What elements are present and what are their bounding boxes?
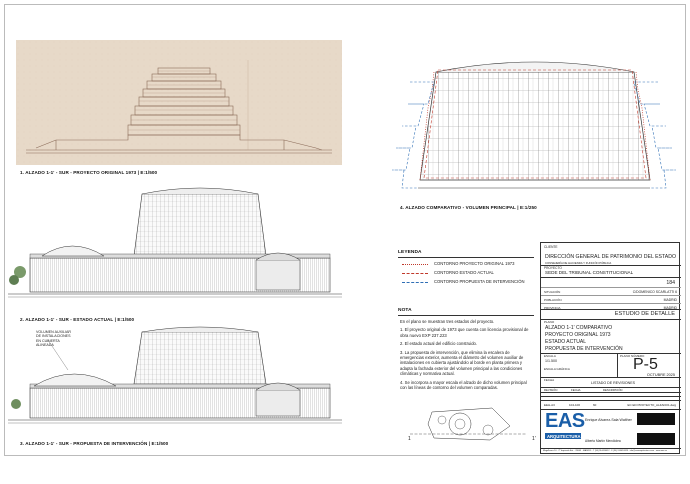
escala-value: 1/1.500 (545, 359, 557, 363)
drawing-2-caption: 2. ALZADO 1-1' - SUR - ESTADO ACTUAL | E:1/500 (20, 317, 135, 322)
drawing-original-1973 (16, 40, 342, 165)
tb-divider (541, 353, 681, 354)
tb-vdivider (617, 353, 618, 377)
legend-label: CONTORNO ESTADO ACTUAL (434, 270, 494, 275)
project-number: 184 (666, 280, 675, 286)
project-name: SEDE DEL TRIBUNAL CONSTITUCIONAL (545, 270, 634, 275)
code: EC ED PROYECTO_ALZADO1.dwg (627, 403, 676, 407)
nota-item: 1. El proyecto original de 1973 que cuenta con licencia provisional de obra nuevo EXP 237.223 (400, 327, 529, 338)
tb-divider (541, 265, 681, 266)
row-label: PROVINCIA (544, 305, 561, 310)
client-sub: CONSEJERÍA DE HACIENDA Y FUNCIÓN PÚBLICA (545, 261, 612, 265)
plano-line: ALZADO 1-1' COMPARATIVO (545, 325, 613, 331)
architect-name: Enrique Alvarez-Sala Walther (585, 418, 632, 422)
fecha-label: FECHA (544, 378, 555, 382)
tb-divider (541, 448, 681, 449)
plano-line: ESTADO ACTUAL (545, 339, 587, 345)
escala-grafica-label: ESCALA GRÁFICA (544, 367, 570, 371)
nota-body (400, 319, 530, 393)
row-value: MADRID (663, 297, 677, 302)
rev-header: DESCRIPCIÓN (603, 388, 623, 392)
legend-label: CONTORNO PROYECTO ORIGINAL 1973 (434, 261, 515, 266)
drawing-1-caption: 1. ALZADO 1-1' - SUR - PROYECTO ORIGINAL 1973 | E:1/500 (20, 170, 158, 175)
footer-address: Magallanes 10 · 2º Izquierda Ext. · 28003 · MADRID · T (34) 914410012 · F (34) 914410328 · info@easarquitectura.com · www.eas.es (543, 450, 667, 452)
nota-item: 3. La propuesta de intervención, que elimina la escalera de emergencias exterior, aumenta el diámetro del volumen auxiliar de instalaciones en cubierta ajustándolo al borde en planta primera y adapta la fachada exterior del volumen principal a las condiciones climáticas y normativa actual. (400, 349, 524, 377)
drawing-comparativo (388, 42, 680, 202)
phase: ESTUDIO DE DETALLE (614, 311, 675, 317)
sheet-date: OCTUBRE 2025 (646, 373, 675, 377)
drawing-4-caption: 4. ALZADO COMPARATIVO - VOLUMEN PRINCIPAL | E:1/250 (400, 205, 537, 210)
legend-swatch-actual (402, 273, 428, 274)
nota-title: NOTA (398, 308, 412, 313)
architect-name-2: Alberto Martín Mendiolea (585, 439, 621, 443)
row-value: MADRID (663, 305, 677, 310)
legend-label: CONTORNO PROPUESTA DE INTERVENCIÓN (434, 279, 525, 284)
plan-mark-right: 1' (532, 436, 536, 442)
legend-list (402, 260, 534, 287)
row-label: SITUACIÓN (544, 289, 561, 294)
location-rows (541, 287, 681, 311)
tb-divider (541, 309, 681, 310)
plano-line: PROYECTO ORIGINAL 1973 (545, 332, 611, 338)
rev-header: REVISIÓN (544, 388, 558, 392)
legend-title: LEYENDA (398, 250, 422, 255)
tb-divider (541, 377, 681, 378)
rev-header: FECHA (571, 388, 581, 392)
code: 104-100 (569, 403, 581, 407)
legend-swatch-original (402, 264, 428, 265)
plano-label: PLANO (544, 320, 555, 324)
site-plan-thumbnail (404, 404, 532, 444)
redaction-block (637, 433, 675, 445)
tb-divider (541, 277, 681, 278)
client-name: DIRECCIÓN GENERAL DE PATRIMONIO DEL ESTADO (545, 254, 677, 260)
legend-item (402, 260, 534, 269)
plano-line: PROPUESTA DE INTERVENCIÓN (545, 346, 623, 352)
row-label: POBLACIÓN (544, 297, 562, 302)
code: EEH-A3 (544, 403, 555, 407)
nota-item: 2. El estado actual del edificio construido. (400, 341, 478, 347)
nota-item: 4. Se incorpora a mayor escala el alzado de dicho volumen principal con las líneas de contorno del volumen comparadas. (400, 379, 527, 391)
eas-logo-sub: ARQUITECTURA (547, 433, 581, 439)
plano-numero-label: PLANO NÚMERO (620, 354, 645, 358)
row-value: C/DOMENICO SCARLATTI 6 (632, 289, 677, 294)
project-label: PROYECTO (544, 266, 562, 270)
client-label: CLIENTE (544, 245, 558, 249)
redaction-block (637, 413, 675, 425)
location-row (541, 295, 681, 303)
nota-rule (398, 315, 534, 316)
title-block (540, 242, 680, 454)
revisiones-title: LISTADO DE REVISIONES (591, 381, 636, 385)
tb-divider (541, 319, 681, 320)
sheet-number: P-5 (633, 356, 658, 373)
legend-item (402, 278, 534, 287)
eas-logo: EAS (545, 410, 585, 432)
location-row (541, 287, 681, 295)
legend-rule (398, 257, 534, 258)
nota-intro: En el plano se muestran tres estados del proyecto. (400, 319, 495, 324)
legend-swatch-propuesta (402, 282, 428, 283)
drawing-estado-actual (8, 176, 342, 312)
drawing-3-annotation: VOLUMEN AUXILIAR DE INSTALACIONES EN CUBIERTA ALINEADA (36, 330, 71, 348)
plan-mark-left: 1 (408, 436, 411, 442)
location-row (541, 303, 681, 311)
escala-label: ESCALA (544, 354, 556, 358)
drawing-3-caption: 3. ALZADO 1-1' - SUR - PROPUESTA DE INTERVENCIÓN | E:1/500 (20, 441, 169, 446)
code: 60 (593, 403, 597, 407)
legend-item (402, 269, 534, 278)
